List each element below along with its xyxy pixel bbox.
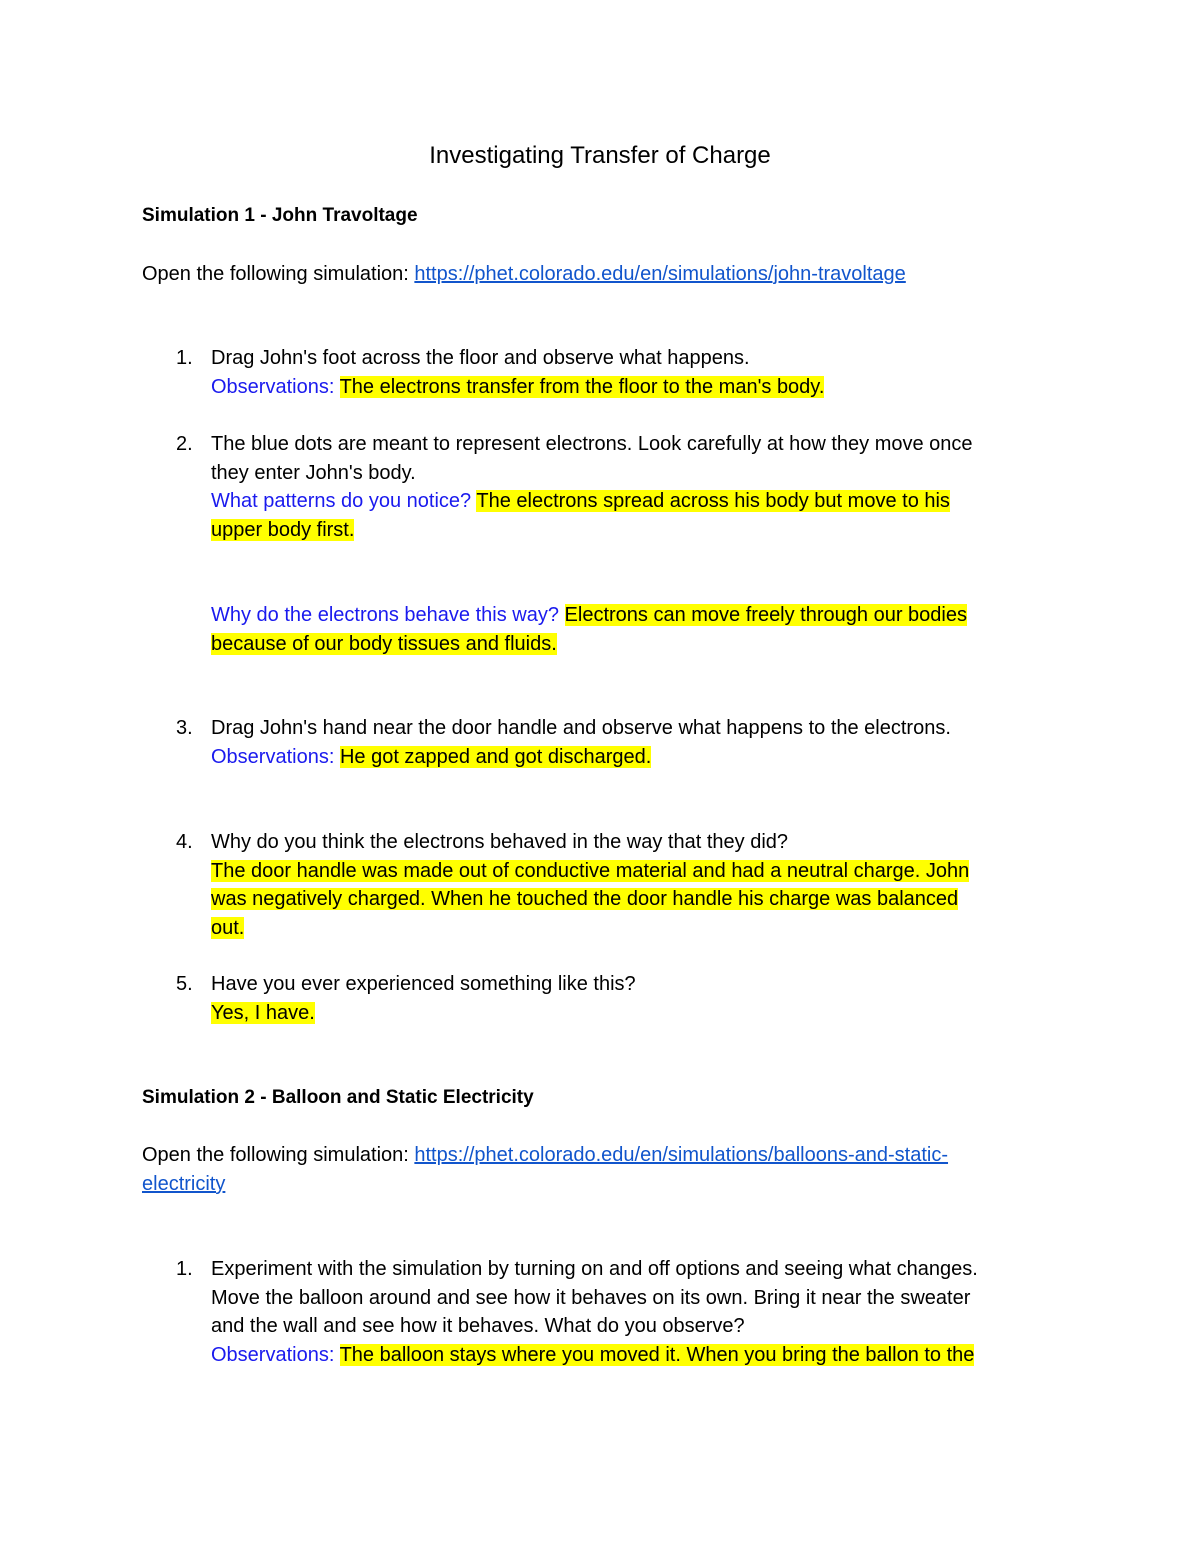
why-label: Why do the electrons behave this way? <box>211 604 565 626</box>
sim1-link[interactable]: https://phet.colorado.edu/en/simulations/john-travoltage <box>414 263 906 285</box>
sim1-item2-question-line1: The blue dots are meant to represent electrons. Look carefully at how they move once <box>211 433 973 455</box>
sim2-item1-question-line2: Move the balloon around and see how it behaves on its own. Bring it near the sweater <box>211 1287 971 1309</box>
sim2-open-label: Open the following simulation: <box>142 1144 415 1166</box>
sim2-heading: Simulation 2 - Balloon and Static Electricity <box>142 1087 534 1108</box>
sim1-item1-question: Drag John's foot across the floor and observe what happens. <box>211 347 750 369</box>
sim1-item5-answer-line <box>211 999 315 1028</box>
document-title: Investigating Transfer of Charge <box>429 142 771 169</box>
sim1-item4-answer-line3 <box>211 914 244 943</box>
sim1-item4-answer-line1 <box>211 857 969 886</box>
sim2-item1-answer-line <box>211 1341 974 1370</box>
sim2-item1-question-line1: Experiment with the simulation by turning on and off options and seeing what changes. <box>211 1258 978 1280</box>
sim1-item2-patterns-line <box>211 487 950 516</box>
sim1-item2-number: 2. <box>176 433 193 455</box>
sim1-item1-answer-line <box>211 373 824 402</box>
sim2-open-line <box>142 1141 948 1170</box>
sim1-item1-number: 1. <box>176 347 193 369</box>
sim1-open-label: Open the following simulation: <box>142 263 415 285</box>
sim1-item3-answer-line <box>211 743 651 772</box>
answer-highlight: was negatively charged. When he touched the door handle his charge was balanced <box>211 888 959 910</box>
observations-label: Observations: <box>211 746 340 768</box>
sim1-item2-why-line2 <box>211 630 557 659</box>
sim1-item2-patterns-line2 <box>211 516 354 545</box>
sim1-item2-why-line <box>211 601 967 630</box>
sim2-item1-question-line3: and the wall and see how it behaves. What do you observe? <box>211 1315 745 1337</box>
sim1-item3-question: Drag John's hand near the door handle and observe what happens to the electrons. <box>211 717 951 739</box>
answer-highlight: upper body first. <box>211 519 355 541</box>
observations-label: Observations: <box>211 1344 340 1366</box>
sim1-item4-answer-line2 <box>211 885 958 914</box>
sim2-link-continued[interactable]: electricity <box>142 1173 226 1195</box>
patterns-label: What patterns do you notice? <box>211 490 477 512</box>
observations-label: Observations: <box>211 376 340 398</box>
sim2-item1-number: 1. <box>176 1258 193 1280</box>
answer-highlight: He got zapped and got discharged. <box>339 746 652 768</box>
answer-highlight: The electrons spread across his body but move to his <box>476 490 950 512</box>
sim1-item4-question: Why do you think the electrons behaved in the way that they did? <box>211 831 789 853</box>
sim2-link-line2 <box>142 1170 225 1199</box>
sim2-link[interactable]: https://phet.colorado.edu/en/simulations/balloons-and-static- <box>414 1144 949 1166</box>
answer-highlight: because of our body tissues and fluids. <box>211 633 557 655</box>
answer-highlight: The balloon stays where you moved it. When you bring the ballon to the <box>339 1344 975 1366</box>
answer-highlight: out. <box>211 917 245 939</box>
sim1-item2-question-line2: they enter John's body. <box>211 462 416 484</box>
sim1-heading: Simulation 1 - John Travoltage <box>142 205 418 226</box>
sim1-open-line <box>142 260 906 289</box>
answer-highlight: The door handle was made out of conductive material and had a neutral charge. John <box>211 860 970 882</box>
sim1-item5-number: 5. <box>176 973 193 995</box>
sim1-item5-question: Have you ever experienced something like this? <box>211 973 636 995</box>
sim1-item3-number: 3. <box>176 717 193 739</box>
sim1-item4-number: 4. <box>176 831 193 853</box>
answer-highlight: The electrons transfer from the floor to the man's body. <box>339 376 825 398</box>
answer-highlight: Electrons can move freely through our bodies <box>564 604 967 626</box>
answer-highlight: Yes, I have. <box>211 1002 315 1024</box>
